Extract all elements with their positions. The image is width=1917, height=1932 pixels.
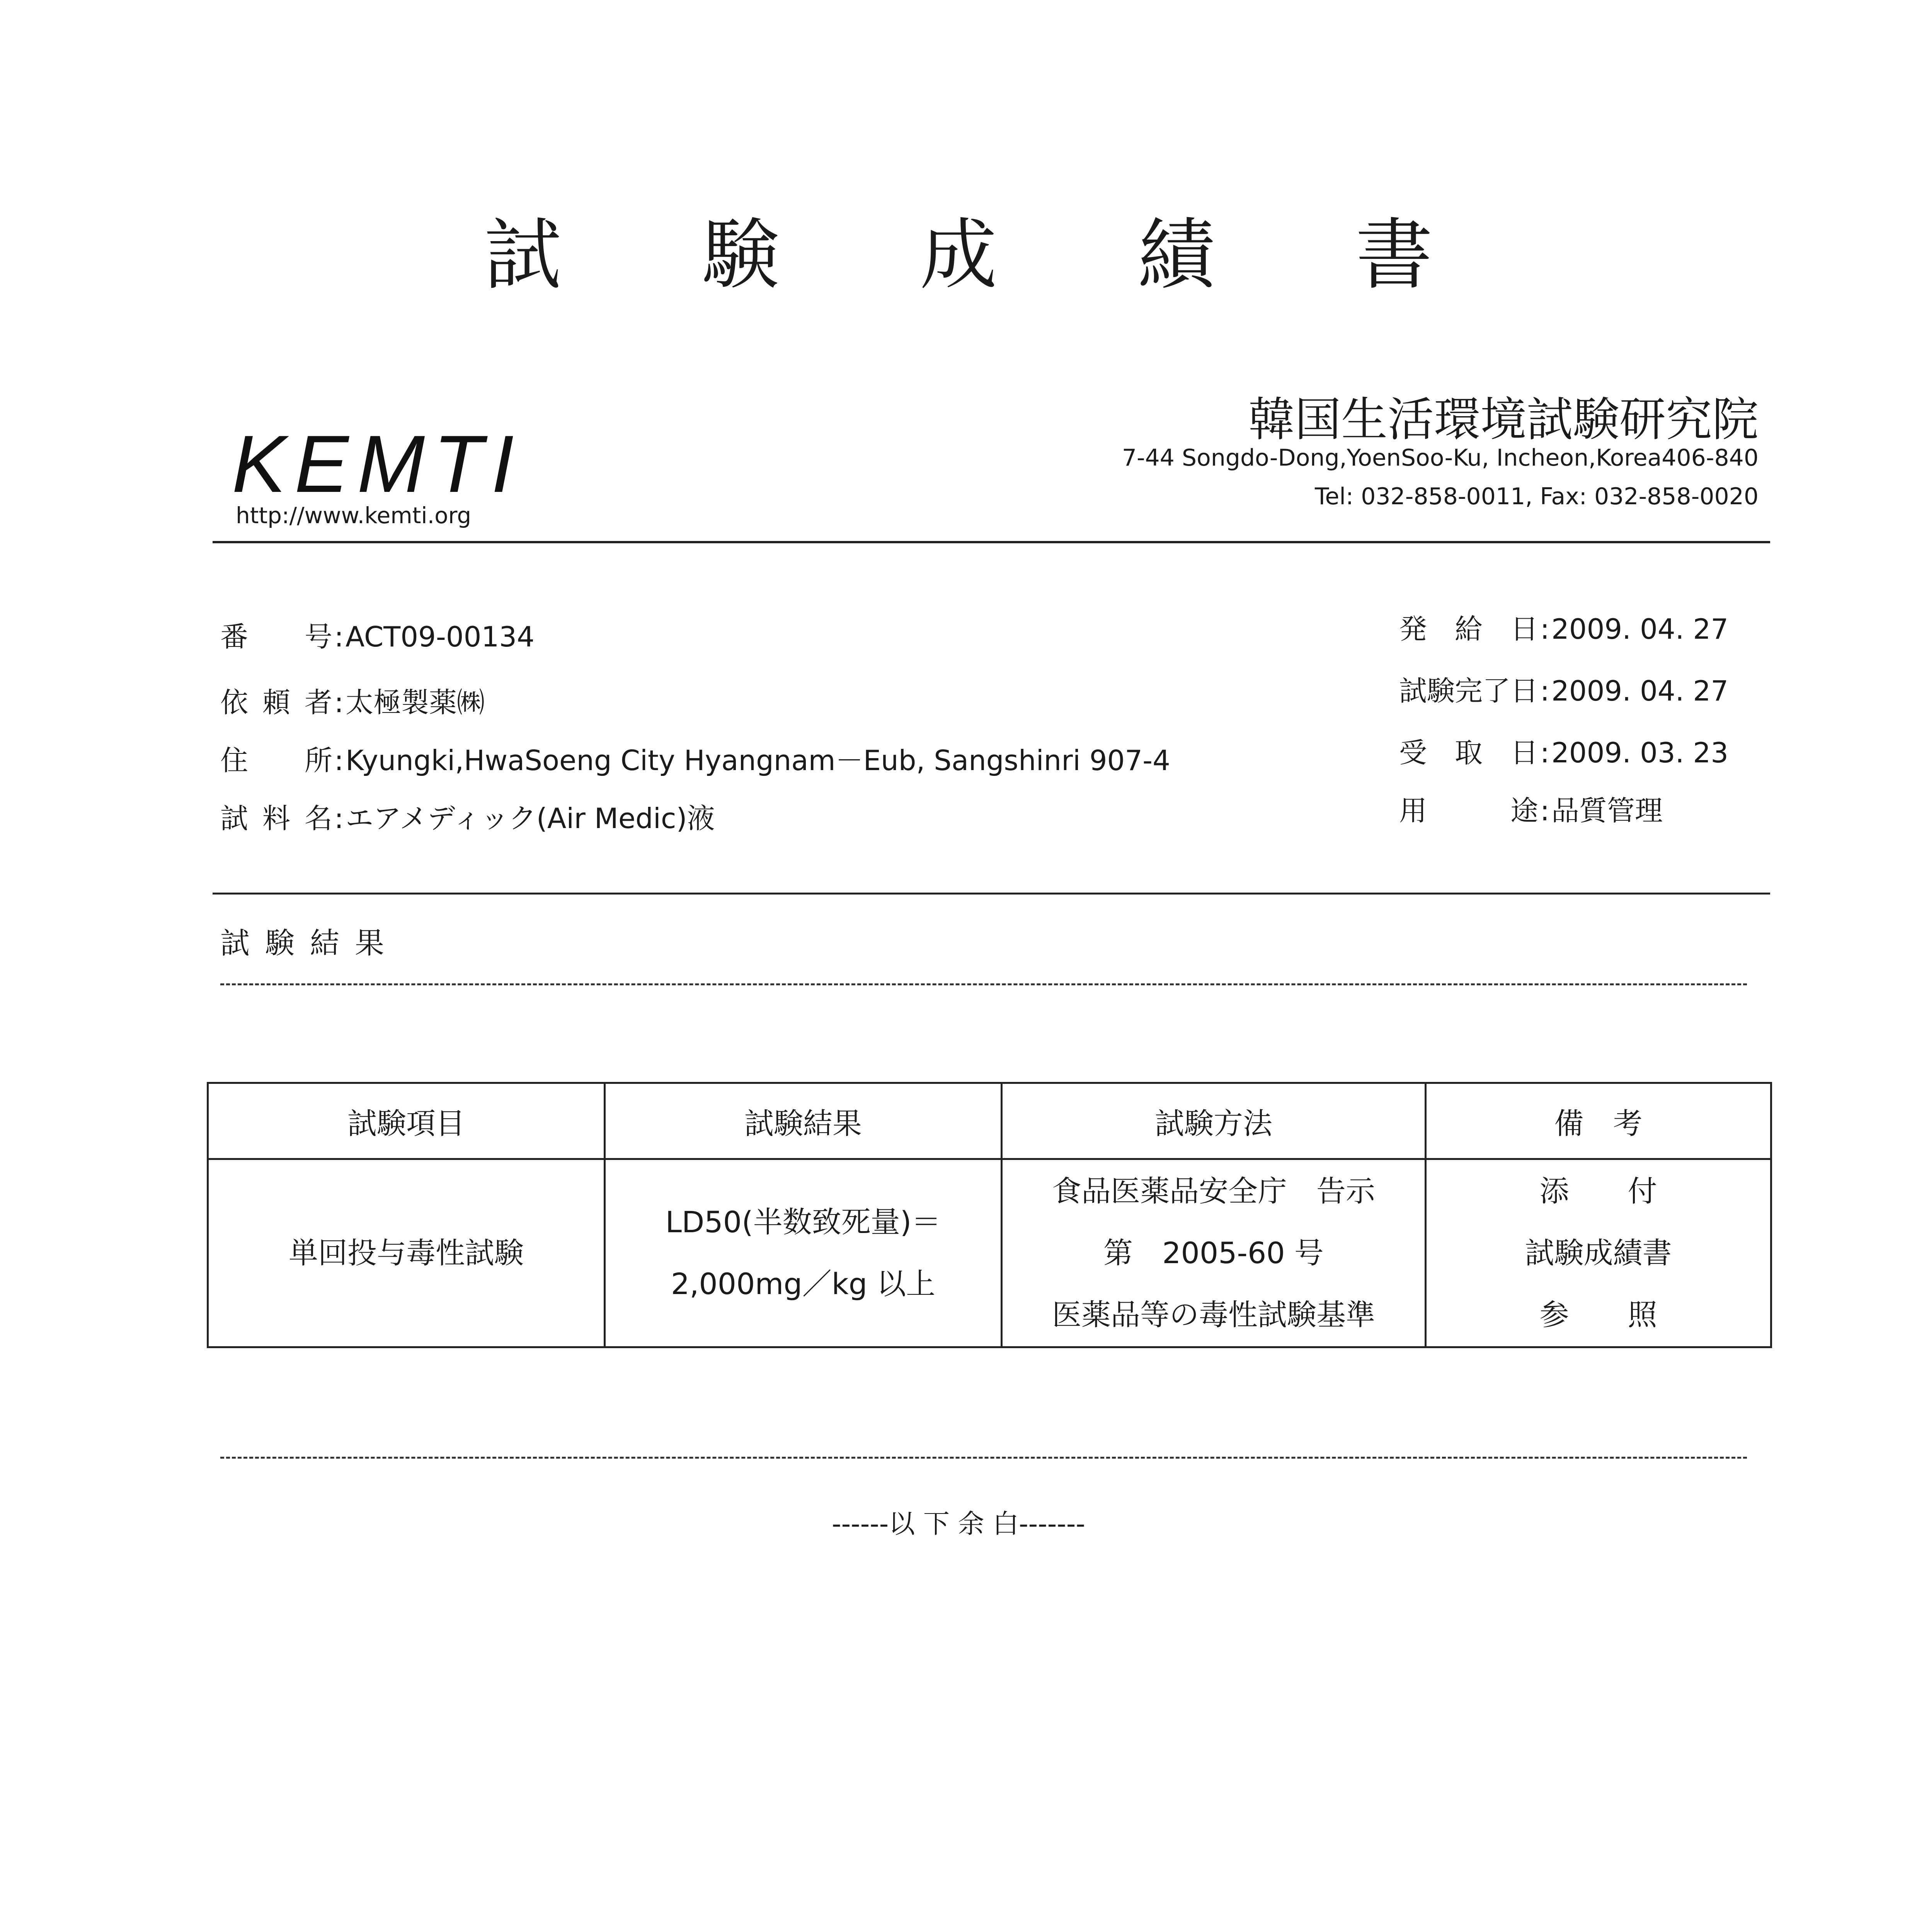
header-rule bbox=[213, 541, 1770, 543]
info-purpose-value: 品質管理 bbox=[1551, 794, 1663, 827]
institute-address: 7-44 Songdo-Dong,YoenSoo-Ku, Incheon,Korea406-840 bbox=[1122, 444, 1759, 471]
info-issue-date-value: 2009. 04. 27 bbox=[1551, 613, 1729, 645]
info-issue-date-label: 発給日 bbox=[1399, 613, 1538, 645]
info-client: 依頼者:太極製薬㈱ bbox=[220, 680, 485, 720]
info-address: 住所:Kyungki,HwaSoeng City Hyangnam－Eub, Sangshinri 907-4 bbox=[220, 738, 1170, 778]
blank-below-marker: ------以 下 余 白------- bbox=[832, 1509, 1085, 1539]
info-number-value: ACT09-00134 bbox=[346, 621, 535, 653]
institute-name: 韓国生活環境試験研究院 bbox=[1248, 393, 1759, 447]
cell-remarks: 添 付 試験成績書 参 照 bbox=[1426, 1159, 1771, 1347]
kemti-logo: KEMTI bbox=[232, 418, 523, 509]
institute-contact: Tel: 032-858-0011, Fax: 032-858-0020 bbox=[1314, 483, 1759, 510]
info-address-label: 住所 bbox=[220, 744, 332, 777]
info-completion-date-value: 2009. 04. 27 bbox=[1551, 675, 1729, 707]
col-remarks: 備 考 bbox=[1426, 1083, 1771, 1159]
col-test-method: 試験方法 bbox=[1002, 1083, 1426, 1159]
info-address-value: Kyungki,HwaSoeng City Hyangnam－Eub, Sangshinri 907-4 bbox=[346, 744, 1170, 777]
table-row bbox=[208, 1159, 1771, 1347]
info-client-label: 依頼者 bbox=[220, 686, 332, 719]
info-sample: 試料名:エアメディック(Air Medic)液 bbox=[220, 796, 715, 836]
info-received-date-value: 2009. 03. 23 bbox=[1551, 736, 1729, 769]
info-purpose-label: 用途 bbox=[1399, 794, 1538, 827]
cell-test-method: 食品医薬品安全庁 告示 第 2005-60 号 医薬品等の毒性試験基準 bbox=[1002, 1159, 1426, 1347]
website-url[interactable]: http://www.kemti.org bbox=[236, 502, 472, 529]
results-heading: 試験結果 bbox=[220, 926, 400, 960]
info-received-date: 受取日:2009. 03. 23 bbox=[1399, 730, 1728, 770]
table-header-row bbox=[208, 1083, 1771, 1159]
cell-test-result: LD50(半数致死量)＝ 2,000mg／kg 以上 bbox=[605, 1159, 1002, 1347]
info-client-value: 太極製薬㈱ bbox=[346, 686, 485, 719]
info-received-date-label: 受取日 bbox=[1399, 736, 1538, 769]
info-purpose: 用途:品質管理 bbox=[1399, 788, 1663, 828]
info-completion-date: 試験完了日:2009. 04. 27 bbox=[1399, 668, 1728, 709]
document-title: 試 験 成 績 書 bbox=[484, 210, 1491, 300]
cell-test-item: 単回投与毒性試験 bbox=[208, 1159, 605, 1347]
col-test-result: 試験結果 bbox=[605, 1083, 1002, 1159]
info-rule bbox=[213, 893, 1770, 895]
results-dashed-rule bbox=[220, 983, 1747, 985]
results-table bbox=[207, 1082, 1772, 1348]
table-bottom-dashed-rule bbox=[220, 1457, 1747, 1459]
info-number: 番号:ACT09-00134 bbox=[220, 614, 535, 655]
info-issue-date: 発給日:2009. 04. 27 bbox=[1399, 607, 1728, 647]
info-number-label: 番号 bbox=[220, 621, 332, 653]
col-test-item: 試験項目 bbox=[208, 1083, 605, 1159]
info-sample-label: 試料名 bbox=[220, 802, 332, 835]
info-completion-date-label: 試験完了日 bbox=[1399, 675, 1539, 707]
info-sample-value: エアメディック(Air Medic)液 bbox=[346, 802, 715, 835]
